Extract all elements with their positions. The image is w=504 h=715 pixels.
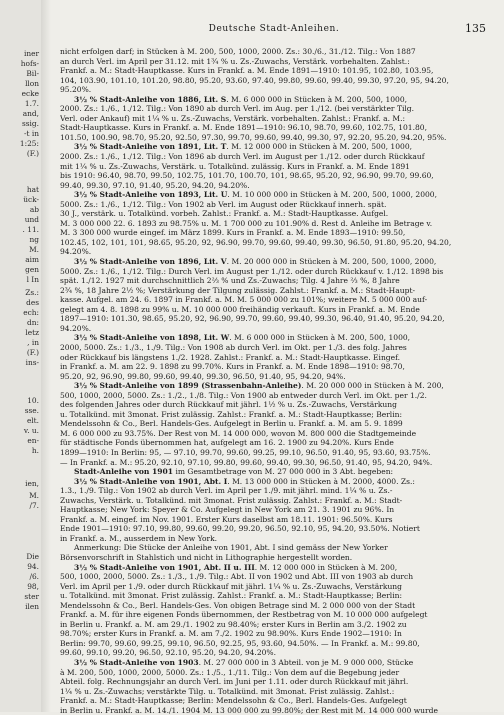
gutter-fragment: ster [24, 592, 39, 601]
gutter-fragment: 1.7. [24, 99, 39, 108]
loan-heading: Stadt-Anleihe von 1901 [74, 467, 174, 477]
gutter-fragment: Die [26, 552, 39, 561]
body-text [60, 47, 488, 715]
gutter-fragment: gen [25, 265, 39, 274]
text-line [60, 333, 488, 343]
text-line: 2000, 5000. Zs.: 1./3., 1./9. Tilg.: Von 1908 ab durch Verl. im Okt. per 1./3. des folg. Jahres [60, 342, 407, 352]
gutter-fragment: des [26, 298, 39, 307]
text-line: 5000. Zs.: 1./6., 1./12. Tilg.: Durch Verl. im August per 1./12. oder durch Rückkauf v. 1./12. 1898 bis [60, 266, 444, 276]
text-line: Abteil. folg. Rechnungsjahr an durch Verl. im Juni per 1.11. oder durch Rückkauf mit jährl. [60, 677, 409, 687]
loan-details: . M. 6 000 000 in Stücken à M. 200, 500, 1000, [229, 333, 411, 343]
text-line: 500, 1000, 2000, 5000. Zs.: 1./2., 1./8. Tilg.: Von 1900 ab entweder durch Verl. im Okt. per 1./2. [60, 390, 427, 400]
gutter-fragment: elt. [26, 416, 39, 425]
text-line: 94.20%. [60, 323, 92, 333]
gutter-fragment: (F.) [26, 149, 39, 158]
text-line: — In Frankf. a. M.: 95.20, 92.10, 97.10, 99.80, 99.60, 99.40, 99.30, 96.50, 91.40, 95, 94.20, 94%. [60, 457, 433, 467]
text-line: kasse. Aufgel. am 24. 6. 1897 in Frankf. a. M. M. 5 000 000 zu 101%; weitere M. 5 000 000 auf- [60, 295, 428, 305]
text-line: 1.3., 1./9. Tilg.: Von 1902 ab durch Verl. im April per 1./9. mit jährl. mind. 1¼ % u. Zs.- [60, 486, 393, 496]
gutter-fragment: 98, [27, 582, 39, 591]
gutter-fragment: llon [25, 79, 39, 88]
text-line: 1¼ % u. Zs.-Zuwachs; verstärkte Tilg. u. Totalkünd. mit 3monat. Frist zulässig. Zahlst.: [60, 686, 395, 696]
gutter-fragment: h. [31, 446, 39, 455]
text-line: M. 3 300 000 wurde eingef. im März 1899. Kurs in Frankf. a. M. Ende 1893—1910: 99.50, [60, 228, 406, 238]
loan-details: . M. 12 000 000 in Stücken à M. 200, 500, 1000, [226, 142, 413, 152]
text-line: 30 J., verstärk. u. Totalkünd. vorbeh. Zahlst.: Frankf. a. M.: Stadt-Hauptkasse. Aufgel. [60, 209, 389, 219]
gutter-fragment: , in [27, 338, 39, 347]
gutter-fragment: (F.) [26, 348, 39, 357]
text-line: 101.50, 100.90, 98.70, 95.20, 92.50, 97.30, 99.70, 99.60, 99.40, 99.30, 97, 92.20, 95.20, 94.20, 95%. [60, 132, 447, 142]
loan-details: . M. 20 000 000 in Stücken à M. 200, [301, 381, 444, 391]
gutter-fragment: v. u. [23, 426, 39, 435]
gutter-fragment: ab [29, 205, 39, 214]
gutter-fragment: l In [26, 275, 39, 284]
text-line: Berlin: 99.70, 99.60, 99.25, 99.10, 96.50, 92.25, 95, 93.60, 94.50%. — In Frankf. a. M.: 99.80, [60, 638, 420, 648]
text-line [60, 95, 488, 105]
text-line: Verl. oder Ankauf) mit 1¼ % u. Zs.-Zuwachs, Verstärk. vorbehalten. Zahlst.: Frankf. a. M.: [60, 113, 406, 123]
text-line: 104, 103.90, 101.10, 101.20, 98.80, 95.20, 93.60, 97.40, 99.80, 99.60, 99.40, 99.30, 97.20, 95, 94.20, [60, 75, 449, 85]
text-line: 102.45, 102, 101, 101, 98.65, 95.20, 92, 96.90, 99.70, 99.60, 99.40, 99.30, 96.50, 91.80, 95.20, 94.20, [60, 237, 452, 247]
text-line: Ende 1901—1910: 97.10, 99.80, 99.60, 99.20, 99.20, 96.50, 92.10, 95, 94.20, 93.50%. Notiert [60, 524, 420, 534]
text-line: mit 1¼ % u. Zs.-Zuwachs, Verstärk. u. Totalkünd. zulässig. Kurs in Frankf. a. M. Ende 1891 [60, 161, 410, 171]
loan-details: . M. 27 000 000 in 3 Abteil. von je M. 9 000 000, Stücke [198, 658, 414, 667]
gutter-fragment: M. [29, 245, 39, 254]
text-line: nicht erfolgen darf; in Stücken à M. 200, 500, 1000, 2000. Zs.: 30./6., 31./12. Tilg.: Von 1887 [60, 47, 416, 56]
text-line: M. 6 000 000 zu 93.75%. Der Rest von M. 14 000 000, wovon M. 800 000 die Stadtgemeinde [60, 428, 417, 438]
page-header [60, 24, 488, 38]
loan-heading: 3½ % Stadt-Anleihe von 1901, Abt. I [74, 476, 228, 486]
loan-heading: 3½ % Stadt-Anleihe von 1899 (Strassenbahn-Anleihe) [74, 381, 302, 391]
text-line: Stadt-Hauptkasse. Kurs in Frankf. a. M. Ende 1891—1910: 96.10, 98.70, 99.60, 102.75, 101.80, [60, 123, 427, 133]
gutter-fragment: ech: [23, 308, 39, 317]
gutter-fragment: M. [29, 491, 39, 500]
text-line: 2000. Zs.: 1./6., 1./12. Tilg.: Von 1896 ab durch Verl. im August per 1./12. oder durch Rückkauf [60, 152, 425, 162]
gutter-fragment: aim [25, 255, 39, 264]
text-line: 99.40, 99.30, 97.10, 91.40, 95.20, 94.20, 94.20%. [60, 180, 250, 190]
text-line [60, 257, 488, 267]
text-line: in Frankf. a. M. am 22. 9. 1898 zu 99.70%. Kurs in Frankf. a. M. Ende 1898—1910: 98.70, [60, 362, 405, 372]
loan-details: im Gesamtbetrage von M. 27 000 000 in 3 Abt. begeben: [173, 467, 394, 477]
text-line: Börsenvorschrift in Stahlstich und nicht in Lithographie hergestellt worden. [60, 552, 353, 562]
gutter-fragment: -t in [24, 129, 39, 138]
text-line: Mendelssohn & Co., Berl. Handels-Ges. Aufgelegt in Berlin u. Frankf. a. M. am 5. 9. 1899 [60, 419, 403, 429]
loan-details: . M. 12 000 000 in Stücken à M. 200, [254, 562, 398, 572]
gutter-fragment: 1:25: [19, 139, 39, 148]
text-line: u. Totalkünd. mit 3monat. Frist zulässig. Zahlst.: Frankf. a. M.: Stadt-Hauptkasse; Berlin: [60, 591, 403, 601]
text-line: 1897—1910: 101.30, 98.65, 95.20, 92, 96.90, 99.70, 99.60, 99.40, 99.30, 96.40, 91.40, 95.20, 94.20, [60, 314, 445, 324]
text-line: M. 3 000 000 22. 6. 1893 zu 98.75% u. M. 1 700 000 zu 101.90% d. Rest d. Anleihe im Betrage v. [60, 218, 433, 228]
text-line: 2000. Zs.: 1./6., 1./12. Tilg.: Von 1890 ab durch Verl. im Aug. per 1./12. (bei verstärkter Tilg. [60, 104, 415, 114]
page-number: 135 [465, 22, 486, 35]
gutter-fragment: Bil- [26, 69, 39, 78]
gutter-fragment: ins- [25, 358, 39, 367]
loan-details: . M. 6 000 000 in Stücken à M. 200, 500, 1000, [226, 94, 408, 104]
text-line: Anmerkung: Die Stücke der Anleihe von 1901, Abt. I sind gemäss der New Yorker [74, 543, 388, 553]
text-line [60, 190, 488, 200]
gutter-fragment: iner [23, 49, 39, 58]
text-line: bis 1910: 96.40, 98.70, 99.50, 102.75, 101.70, 100.70, 101, 98.65, 95.20, 92, 96.90, 99.70, 99.60, [60, 171, 434, 181]
gutter-fragment: letz [25, 328, 39, 337]
text-line: Mendelssohn & Co., Berl. Handels-Ges. Von obigen Betrage sind M. 2 000 000 von der Stadt [60, 600, 416, 610]
text-line: Frankf. a. M.: Stadt-Hauptkasse. Kurs in Frankf. a. M. Ende 1891—1910: 101.95, 102.80, 103.95, [60, 66, 434, 76]
gutter-fragment: ilen [25, 602, 39, 611]
loan-details: . M. 13 000 000 in Stücken à M. 2000, 4000. Zs.: [227, 476, 415, 486]
text-line: Frankf. a. M. für ihre eigenen Fonds übernommen, der Restbetrag von M. 10 000 000 aufgelegt [60, 610, 428, 620]
text-line: Hauptkasse; New York: Speyer & Co. Aufgelegt in New York am 21. 3. 1901 zu 96%. In [60, 505, 395, 515]
previous-page-edge [0, 0, 42, 712]
gutter-fragment: and, [22, 109, 39, 118]
gutter-fragment: /6. [29, 572, 39, 581]
text-line: 1899—1910: In Berlin: 95, — 97.10, 99.70, 99.60, 99.25, 99.10, 96.50, 91.40, 95, 93.60, 93.75%. [60, 447, 431, 457]
text-line: gelegt am 4. 8. 1898 zu 99% u. M. 10 000 000 freihändig verkauft. Kurs in Frankf. a. M. Ende [60, 304, 420, 314]
gutter-fragment: . 11. [22, 225, 39, 234]
text-line: 500, 1000, 2000, 5000. Zs.: 1./3., 1./9. Tilg.: Abt. II von 1902 und Abt. III von 1903 ab durch [60, 572, 414, 582]
gutter-fragment: ien, [25, 479, 39, 488]
text-line [60, 563, 488, 573]
loan-details: . M. 20 000 000 in Stücken à M. 200, 500, 1000, 2000, [226, 257, 437, 267]
text-line: in Frankf. a. M., ausserdem in New York. [60, 533, 218, 543]
text-line: 2¾ %, 18 Jahre 2½ %; Verstärkung der Tilgung zulässig. Zahlst.: Frankf. a. M.: Stadt-Haupt- [60, 285, 416, 295]
binding-fold [41, 0, 51, 712]
text-line [60, 381, 488, 391]
text-line: in Berlin u. Frankf. a. M. 14./1. 1904 M. 13 000 000 zu 99.80%; der Rest mit M. 14 000 000 wurde [60, 705, 438, 715]
text-line: Zuwachs, Verstärk. u. Totalkünd. mit 3monat. Frist zulässig. Zahlst.: Frankf. a. M.: Stadt- [60, 495, 403, 505]
loan-heading: 3½ % Stadt-Anleihe von 1898, Lit. W [74, 333, 230, 343]
text-line: oder Rückkauf bis längstens 1./2. 1928. Zahlst.: Frankf. a. M.: Stadt-Hauptkasse. Eingef. [60, 352, 401, 362]
running-head: Deutsche Stadt-Anleihen. [208, 24, 340, 34]
text-line: 94.20%. [60, 247, 92, 257]
text-line: 99.60, 99.10, 99.20, 96.50, 92.10, 95.20, 94.20, 94.20%. [60, 648, 276, 658]
gutter-fragment: hat [26, 185, 39, 194]
gutter-fragment: ück- [23, 195, 39, 204]
text-line: Frankf. a. M. eingef. im Nov. 1901. Erster Kurs daselbst am 18.11. 1901: 96.50%. Kurs [60, 514, 393, 524]
loan-heading: 3½ % Stadt-Anleihe von 1903 [74, 658, 199, 667]
text-line: spät. 1./12. 1927 mit durchschnittlich 2⅔ % und Zs.-Zuwachs; Tilg. 4 Jahre ⅔ %, 8 Jahre [60, 276, 400, 286]
text-line: in Berlin u. Frankf. a. M. am 29./1. 1902 zu 98.40%; erster Kurs in Berlin am 3./2. 1902 zu [60, 619, 407, 629]
gutter-fragment: sse. [24, 406, 39, 415]
gutter-fragment: ecke [21, 89, 39, 98]
loan-heading: 3½ % Stadt-Anleihe von 1896, Lit. V [74, 257, 227, 267]
text-line [60, 142, 488, 152]
gutter-fragment: dn: [27, 318, 39, 327]
gutter-fragment: en- [27, 436, 39, 445]
gutter-fragment: ng [29, 235, 39, 244]
text-line [60, 658, 488, 668]
gutter-fragment: ssig. [21, 119, 39, 128]
gutter-fragment: 10. [27, 396, 39, 405]
text-line: 95.20%. [60, 85, 92, 95]
gutter-fragment: Zs.: [25, 288, 39, 297]
text-line: des folgenden Jahres oder durch Rückkauf mit jährl. 1½ % u. Zs.-Zuwachs, Verstärkung [60, 400, 397, 410]
gutter-fragment: hofs- [20, 59, 39, 68]
loan-heading: 3½ % Stadt-Anleihe von 1886, Lit. S [74, 94, 227, 104]
text-line [60, 467, 488, 477]
text-line: u. Totalkünd. mit 3monat. Frist zulässig. Zahlst.: Frankf. a. M.: Stadt-Hauptkasse; Berlin: [60, 409, 403, 419]
text-line: für städtische Fonds übernommen hat, aufgelegt am 16. 2. 1900 zu 94.20%. Kurs Ende [60, 438, 394, 448]
text-line: Verl. im April per 1./9. oder durch Rückkauf mit jährl. 1¼ % u. Zs.-Zuwachs, Verstärkung [60, 581, 402, 591]
gutter-fragment: und [24, 215, 39, 224]
text-line: 95.20, 92, 96.90, 99.80, 99.60, 99.40, 99.30, 96.50, 91.40, 95, 94.20, 94%. [60, 371, 346, 381]
text-line: Frankf. a. M.: Stadt-Hauptkasse; Berlin: Mendelssohn & Co., Berl. Handels-Ges. Aufgelegt [60, 696, 407, 706]
text-line: à M. 200, 500, 1000, 2000, 5000. Zs.: 1./5., 1./11. Tilg.: Von dem auf die Begebung jeder [60, 667, 400, 677]
loan-heading: 3½ % Stadt-Anleihe von 1891, Lit. T [74, 142, 227, 152]
text-line: an durch Verl. im April per 31.12. mit 1¾ % u. Zs.-Zuwachs, Verstärk. vorbehalten. Zahlst.: [60, 56, 410, 66]
text-line: 98.70%; erster Kurs in Frankf. a. M. am 7./2. 1902 zu 98.90%. Kurs Ende 1902—1910: In [60, 629, 402, 639]
loan-heading: 3½ % Stadt-Anleihe von 1901, Abt. II u. III [74, 562, 255, 572]
text-line: 5000. Zs.: 1./6., 1./12. Tilg.: Von 1902 ab Verl. im August oder Rückkauf innerh. spät. [60, 199, 387, 209]
gutter-fragment: 94. [27, 562, 39, 571]
gutter-fragment: /7. [29, 501, 39, 510]
loan-heading: 3½ % Stadt-Anleihe von 1893, Lit. U [74, 190, 228, 200]
loan-details: . M. 10 000 000 in Stücken à M. 200, 500, 1000, 2000, [227, 190, 437, 200]
text-line [60, 477, 488, 487]
